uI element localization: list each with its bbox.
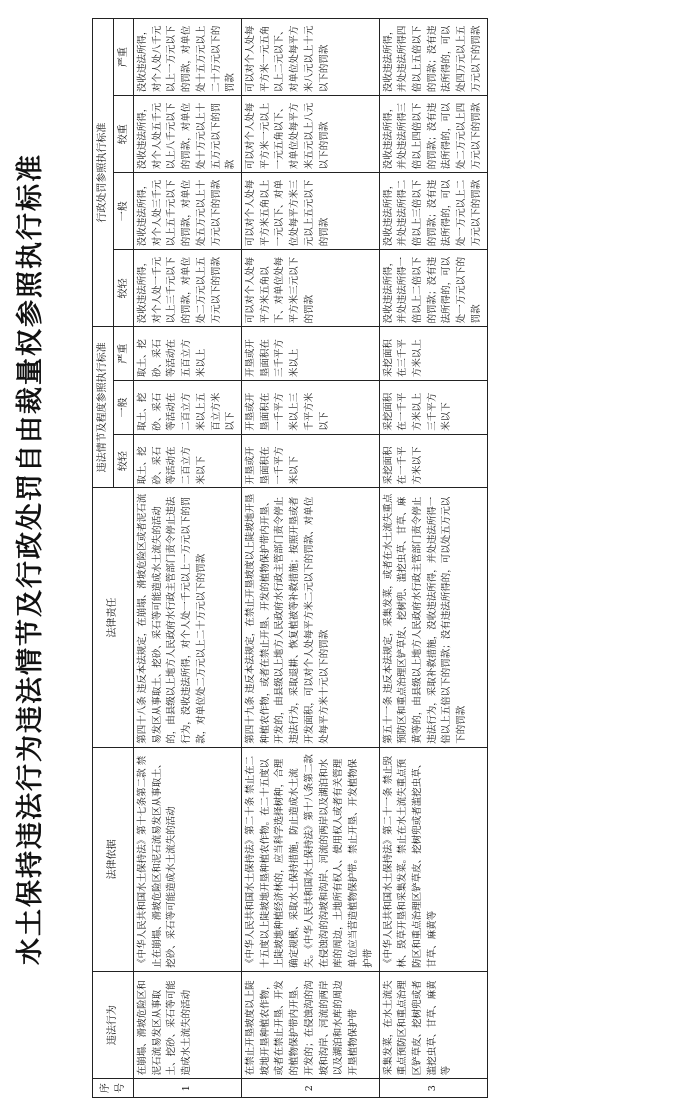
row-c-light: 取土、挖砂、采石等活动在二百立方米以下 — [134, 434, 242, 488]
row-seq: 2 — [242, 1079, 379, 1098]
row-c-serious: 取土、挖砂、采石等活动在五百立方米以上 — [134, 327, 242, 381]
header-duty: 法律责任 — [93, 488, 134, 747]
row-p-serious: 可以对个人处每平方米一元五角以上二元以下、对单位处每平方米八元以上十元以下的罚款 — [242, 19, 379, 96]
header-p-light: 较轻 — [113, 250, 134, 327]
row-p-serious: 没收违法所得，并处违法所得四倍以上五倍以下的罚款；没有违法所得的，可以处四万元以上五万元以下的罚款 — [379, 19, 487, 96]
row-c-general: 开垦或开垦面积在一千平方米以上三千平方米以下 — [242, 381, 379, 435]
row-seq: 3 — [379, 1079, 487, 1098]
row-duty: 第五十一条 违反本法规定，采集发菜，或者在水土流失重点预防区和重点治理区铲草皮、挖树兜、滥挖虫草、甘草、麻黄等的，由县级以上地方人民政府水行政主管部门责令停止违法行为，采取补救措施，没收违法所得，并处违法所得一倍以上五倍以下的罚款；没有违法所得的，可以处五万元以下的罚款 — [379, 488, 487, 747]
row-act: 采集发菜，在水土流失重点预防区和重点治理区铲草皮、挖树兜或者滥挖虫草、甘草、麻黄等 — [379, 971, 487, 1078]
row-c-light: 开垦或开垦面积在一千平方米以下 — [242, 434, 379, 488]
header-seq: 序号 — [93, 1079, 134, 1098]
row-c-serious: 采挖面积在三千平方米以上 — [379, 327, 487, 381]
header-p-heavier: 较重 — [113, 96, 134, 173]
header-c-light: 较轻 — [113, 434, 134, 488]
row-act: 在崩塌、滑坡危险区和泥石流易发区从事取土、挖砂、采石等可能造成水土流失的活动 — [134, 971, 242, 1078]
row-c-general: 采挖面积在一千平方米以上三千平方米以下 — [379, 381, 487, 435]
row-c-light: 采挖面积在一千平方米以下 — [379, 434, 487, 488]
header-p-general: 一般 — [113, 173, 134, 250]
row-c-serious: 开垦或开垦面积在三千平方米以上 — [242, 327, 379, 381]
header-c-serious: 严重 — [113, 327, 134, 381]
row-p-heavier: 可以对个人处每平方米一元以上一元五角以下、对单位处每平方米五元以上八元以下的罚款 — [242, 96, 379, 173]
header-row-1 — [93, 19, 114, 1098]
row-act: 在禁止开垦坡度以上陡坡地开垦种植农作物，或者在禁止开垦、开发的植物保护带内开垦、开发的；在侵蚀沟的沟坡和沟岸、河流的两岸以及湖泊和水库的周边开垦植物保护带 — [242, 971, 379, 1078]
header-act: 违法行为 — [93, 971, 134, 1078]
row-p-light: 没收违法所得，并处违法所得一倍以上二倍以下的罚款；没有违法所得的，可以处一万元以下的罚款 — [379, 250, 487, 327]
row-p-heavier: 没收违法所得，对个人处五千元以上八千元以下的罚款，对单位处十万元以上十五万元以下的罚款 — [134, 96, 242, 173]
table-row — [379, 19, 487, 1098]
table-row — [134, 19, 242, 1098]
table-row — [242, 19, 379, 1098]
row-basis: 《中华人民共和国水土保持法》第二十一条 禁止毁林、毁草开垦和采集发菜。禁止在水土流失重点预防区和重点治理区铲草皮、挖树兜或者滥挖虫草、甘草、麻黄等 — [379, 747, 487, 971]
row-seq: 1 — [134, 1079, 242, 1098]
row-p-general: 可以对个人处每平方米五角以上一元以下、对单位处每平方米三元以上五元以下的罚款 — [242, 173, 379, 250]
header-p-serious: 严重 — [113, 19, 134, 96]
row-p-general: 没收违法所得，并处违法所得二倍以上三倍以下的罚款；没有违法所得的，可以处一万元以上二万元以下的罚款 — [379, 173, 487, 250]
row-basis: 《中华人民共和国水土保持法》第十七条第二款 禁止在崩塌、滑坡危险区和泥石流易发区从事取土、挖砂、采石等可能造成水土流失的活动 — [134, 747, 242, 971]
row-p-light: 没收违法所得，对个人处一千元以上三千元以下的罚款，对单位处二万元以上五万元以下的罚款 — [134, 250, 242, 327]
row-duty: 第四十九条 违反本法规定，在禁止开垦坡度以上陡坡地开垦种植农作物，或者在禁止开垦、开发的植物保护带内开垦、开发的，由县级以上地方人民政府水行政主管部门责令停止违法行为，采取退耕、恢复植被等补救措施；按照开垦或者开发面积，可以对个人处每平方米二元以下的罚款、对单位处每平方米十元以下的罚款 — [242, 488, 379, 747]
header-basis: 法律依据 — [93, 747, 134, 971]
page-title: 水土保持违法行为违法情节及行政处罚自由裁量权参照执行标准 — [15, 153, 46, 965]
standards-table — [92, 18, 488, 1098]
row-c-general: 取土、挖砂、采石等活动在二百立方米以上五百立方米以下 — [134, 381, 242, 435]
header-c-general: 一般 — [113, 381, 134, 435]
header-circumstance-group: 违法情节及程度参照执行标准 — [93, 327, 114, 488]
row-duty: 第四十八条 违反本法规定，在崩塌、滑坡危险区或者泥石流易发区从事取土、挖砂、采石等可能造成水土流失的活动的，由县级以上地方人民政府水行政主管部门责令停止违法行为，没收违法所得，对个人处一千元以上一万元以下的罚款，对单位处二万元以上二十万元以下的罚款 — [134, 488, 242, 747]
row-p-serious: 没收违法所得，对个人处八千元以上一万元以下的罚款，对单位处十五万元以上二十万元以下的罚款 — [134, 19, 242, 96]
row-p-heavier: 没收违法所得，并处违法所得三倍以上四倍以下的罚款；没有违法所得的，可以处二万元以上四万元以下的罚款 — [379, 96, 487, 173]
header-penalty-group: 行政处罚参照执行标准 — [93, 19, 114, 327]
row-p-light: 可以对个人处每平方米五角以下、对单位处每平方米三元以下的罚款 — [242, 250, 379, 327]
row-basis: 《中华人民共和国水土保持法》第二十条 禁止在二十五度以上陡坡地开垦种植农作物。在二十五度以上陡坡地种植经济林的，应当科学选择树种，合理确定规模，采取水土保持措施，防止造成水土流失。《中华人民共和国水土保持法》第十八条第二款 在侵蚀沟的沟坡和沟岸、河流的两岸以及湖泊和水库的周边，土地所有权人、使用权人或者有关管理单位应当营造植物保护带。禁止开垦、开发植物保护带 — [242, 747, 379, 971]
row-p-general: 没收违法所得，对个人处三千元以上五千元以下的罚款，对单位处五万元以上十万元以下的罚款 — [134, 173, 242, 250]
